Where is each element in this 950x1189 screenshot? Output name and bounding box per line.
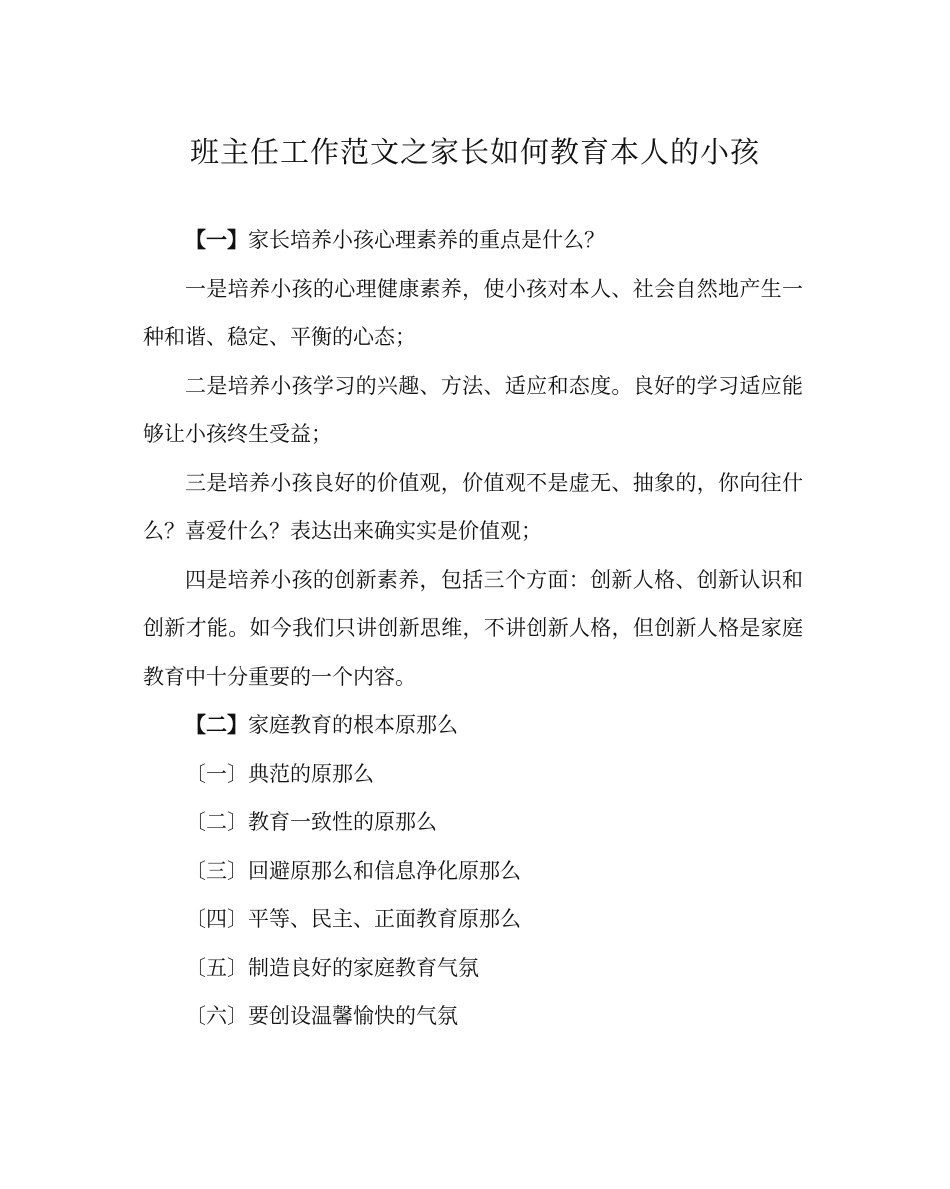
section-1-point-2: 二是培养小孩学习的兴趣、方法、适应和态度。良好的学习适应能够让小孩终生受益； xyxy=(143,373,803,446)
section-2-item-6: 〔六〕要创设温馨愉快的气氛 xyxy=(185,1004,458,1028)
document-title: 班主任工作范文之家长如何教育本人的小孩 xyxy=(189,135,760,169)
section-2-item-3: 〔三〕回避原那么和信息净化原那么 xyxy=(185,858,521,883)
section-1-point-4: 四是培养小孩的创新素养，包括三个方面：创新人格、创新认识和创新才能。如今我们只讲创新思维，不讲创新人格，但创新人格是家庭教育中十分重要的一个内容。 xyxy=(143,567,803,689)
section-1-mark: 【一】 xyxy=(185,227,248,252)
section-2-heading-text: 家庭教育的根本原那么 xyxy=(248,713,458,737)
section-2-mark: 【二】 xyxy=(185,712,248,737)
section-2-item-1: 〔一〕典范的原那么 xyxy=(185,761,374,786)
section-2-item-4: 〔四〕平等、民主、正面教育原那么 xyxy=(185,907,521,931)
section-2-item-5: 〔五〕制造良好的家庭教育气氛 xyxy=(185,955,479,980)
section-2-item-2: 〔二〕教育一致性的原那么 xyxy=(185,810,437,834)
section-1-heading-text: 家长培养小孩心理素养的重点是什么？ xyxy=(248,228,605,252)
section-1-point-1: 一是培养小孩的心理健康素养，使小孩对本人、社会自然地产生一种和谐、稳定、平衡的心态； xyxy=(143,276,803,349)
section-2-heading xyxy=(143,701,803,750)
section-1-heading xyxy=(143,216,803,265)
section-1-point-3: 三是培养小孩良好的价值观，价值观不是虚无、抽象的，你向往什么？喜爱什么？表达出来确实实是价值观； xyxy=(143,470,803,543)
document-body xyxy=(143,216,803,1041)
